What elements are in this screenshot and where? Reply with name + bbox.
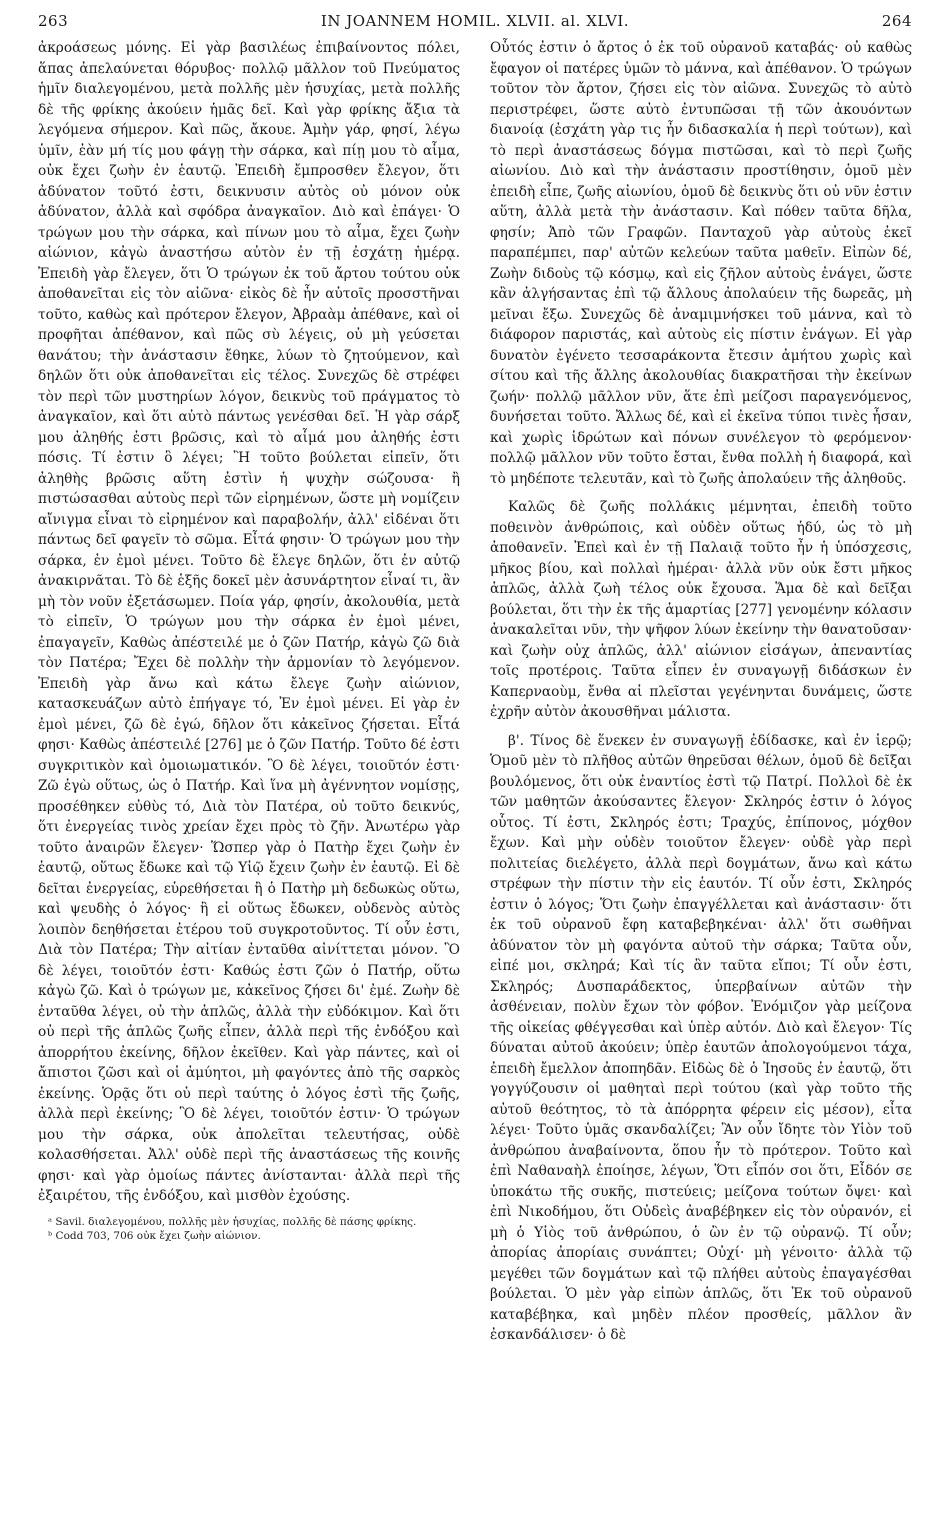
paragraph: Καλῶς δὲ ζωῆς πολλάκις μέμνηται, ἐπειδὴ τοῦτο ποθεινὸν ἀνθρώποις, καὶ οὐδὲν οὕτως ἡδύ, ὡς τὸ μὴ ἀποθανεῖν. Ἐπεὶ καὶ ἐν τῇ Παλαιᾷ τοῦτο ἦν ἡ ὑπόσχεσις, μῆκος βίου, καὶ πολλαὶ ἡμέραι· ἀλλὰ νῦν οὐκ ἔστι μῆκος ἁπλῶς, ἀλλὰ ζωὴ τέλος οὐκ ἔχουσα. Ἅμα δὲ καὶ δεῖξαι βούλεται, ὅτι τὴν ἐκ τῆς ἁμαρτίας [277] γενομένην κόλασιν ἀνακαλεῖται νῦν, τὴν ψῆφον λύων ἐκείνην τὴν θανατοῦσαν· καὶ ζωὴν οὐχ ἁπλῶς, ἀλλ' αἰώνιον εἰσάγων, ἀπεναντίας τοῖς προτέροις. Ταῦτα εἶπεν ἐν συναγωγῇ διδάσκων ἐν Καπερναοὺμ, ἔνθα αἱ πλεῖσται γεγένηνται δυνάμεις, ὥστε ἐχρῆν αὐτὸν ἀκουσθῆναι μάλιστα. <box>490 499 912 720</box>
paragraph: β'. Τίνος δὲ ἕνεκεν ἐν συναγωγῇ ἐδίδασκε, καὶ ἐν ἱερῷ; Ὁμοῦ μὲν τὸ πλῆθος αὐτῶν θηρεῦσαι θέλων, ὁμοῦ δὲ δεῖξαι βουλόμενος, ὅτι οὐκ ἐναντίος ἐστὶ τῷ Πατρί. Πολλοὶ δὲ ἐκ τῶν μαθητῶν ἀκούσαντες ἔλεγον· Σκληρός ἐστιν ὁ λόγος οὗτος. Τί ἐστι, Σκληρός ἐστι; Τραχύς, ἐπίπονος, μόχθον ἔχων. Καὶ μὴν οὐδὲν τοιοῦτον ἔλεγεν· οὐδὲ γὰρ περὶ πολιτείας διελέγετο, ἀλλὰ περὶ δογμάτων, ἄνω καὶ κάτω στρέφων τὴν πίστιν τὴν εἰς ἑαυτόν. Τί οὖν ἐστι, Σκληρός ἐστιν ὁ λόγος; Ὅτι ζωὴν ἐπαγγέλλεται καὶ ἀνάστασιν· ὅτι ἐκ τοῦ οὐρανοῦ ἔφη καταβεβηκέναι· ἀλλ' ὅτι σωθῆναι ἀδύνατον τὸν μὴ φαγόντα αὐτοῦ τὴν σάρκα; Ταῦτα οὖν, εἰπέ μοι, σκληρά; Καὶ τίς ἂν ταῦτα εἴποι; Τί οὖν ἐστι, Σκληρός; Δυσπαράδεκτος, ὑπερβαίνων αὐτῶν τὴν ἀσθένειαν, πολὺν ἔχων τὸν φόβον. Ἐνόμιζον γὰρ μείζονα τῆς οἰκείας φθέγγεσθαι καὶ ὑπὲρ αὐτόν. Διὸ καὶ ἔλεγον· Τίς δύναται αὐτοῦ ἀκούειν; ὑπὲρ ἑαυτῶν ἀπολογούμενοι τάχα, ἐπειδὴ ἔμελλον ἀποπηδᾶν. Εἰδὼς δὲ ὁ Ἰησοῦς ἐν ἑαυτῷ, ὅτι γογγύζουσιν οἱ μαθηταὶ περὶ τούτου (καὶ γὰρ τοῦτο τῆς αὐτοῦ θεότητος, τὸ τὰ ἀπόρρητα φέρειν εἰς μέσον), εἶτα λέγει· Τοῦτο ὑμᾶς σκανδαλίζει; Ἂν οὖν ἴδητε τὸν Υἱὸν τοῦ ἀνθρώπου ἀναβαίνοντα, ὅπου ἦν τὸ πρότερον. Τοῦτο καὶ ἐπὶ Ναθαναὴλ ἐποίησε, λέγων, Ὅτι εἶπόν σοι ὅτι, Εἶδόν σε ὑποκάτω τῆς συκῆς, πιστεύεις; μείζονα τούτων ὄψει· καὶ ἐπὶ Νικοδήμου, ὅτι Οὐδεὶς ἀναβέβηκεν εἰς τὸν οὐρανόν, εἰ μὴ ὁ Υἱὸς τοῦ ἀνθρώπου, ὁ ὢν ἐν τῷ οὐρανῷ. Τί οὖν; ἀπορίας ἀπορίαις συνάπτει; Οὐχί· μὴ γένοιτο· ἀλλὰ τῷ μεγέθει τῶν δογμάτων καὶ τῷ πλήθει αὐτοὺς ἐπαγαγέσθαι βούλεται. Ὁ μὲν γὰρ εἰπὼν ἁπλῶς, ὅτι Ἐκ τοῦ οὐρανοῦ καταβέβηκα, καὶ μηδὲν πλέον προσθείς, μᾶλλον ἂν ἐσκανδάλισεν· ὁ δὲ <box>490 732 912 1343</box>
page-header <box>38 8 912 38</box>
right-column <box>490 38 912 1346</box>
footnote: ᵇ Codd 703, 706 οὐκ ἔχει ζωὴν αἰώνιον. <box>48 1229 261 1242</box>
footnote: ᵃ Savil. διαλεγομένου, πολλῆς μὲν ἡσυχίας, πολλῆς δὲ πάσης φρίκης. <box>48 1215 417 1228</box>
page-number-left: 263 <box>38 12 69 30</box>
running-title: IN JOANNEM HOMIL. XLVII. al. XLVI. <box>320 12 630 30</box>
left-column <box>38 38 460 1346</box>
footnotes <box>38 1215 460 1243</box>
page-number-right: 264 <box>881 12 912 30</box>
two-column-text <box>38 38 912 1346</box>
paragraph: Οὗτός ἐστιν ὁ ἄρτος ὁ ἐκ τοῦ οὐρανοῦ καταβάς· οὐ καθὼς ἔφαγον οἱ πατέρες ὑμῶν τὸ μάννα, καὶ ἀπέθανον. Ὁ τρώγων τοῦτον τὸν ἄρτον, ζήσει εἰς τὸν αἰῶνα. Συνεχῶς τὸ αὐτὸ περιστρέφει, ὥστε αὐτὸ ἐντυπῶσαι τῇ τῶν ἀκουόντων διανοίᾳ (ἐσχάτη γὰρ τις ἦν διδασκαλία ἡ περὶ τούτων), καὶ τὸ περὶ ἀναστάσεως δόγμα πιστῶσαι, καὶ τὸ περὶ ζωῆς αἰωνίου. Διὸ καὶ τὴν ἀνάστασιν προστίθησιν, ὁμοῦ μὲν ἐπειδὴ εἶπε, ζωῆς αἰωνίου, ὁμοῦ δὲ δεικνὺς ὅτι οὐ νῦν ἐστιν αὕτη, ἀλλὰ μετὰ τὴν ἀνάστασιν. Καὶ πόθεν ταῦτα δῆλα, φησίν; Ἀπὸ τῶν Γραφῶν. Πανταχοῦ γὰρ αὐτοὺς ἐκεῖ παραπέμπει, παρ' αὐτῶν κελεύων ταῦτα μαθεῖν. Εἰπὼν δέ, Ζωὴν διδοὺς τῷ κόσμῳ, καὶ εἰς ζῆλον αὐτοὺς ἐνάγει, ὥστε κἂν ἀλγήσαντας ἐπὶ τῷ ἄλλους ἀπολαύειν τῆς δωρεᾶς, μὴ μεῖναι ἔξω. Συνεχῶς δὲ ἀναμιμνήσκει τοῦ μάννα, καὶ τὸ διάφορον παριστάς, καὶ αὐτοὺς εἰς πίστιν ἐνάγων. Εἰ γὰρ δυνατὸν ἐγένετο τεσσαράκοντα ἔτεσιν ἀμήτου χωρὶς καὶ σίτου καὶ τῆς ἄλλης ἀκολουθίας διακρατῆσαι τὴν ἐκείνων ζωήν· πολλῷ μᾶλλον νῦν, ἅτε ἐπὶ μείζοσι παραγενόμενος, δυνήσεται τοῦτο. Ἄλλως δέ, καὶ εἰ ἐκεῖνα τύποι τινὲς ἦσαν, καὶ χωρὶς ἱδρώτων καὶ πόνων συνέλεγον τὸ φερόμενον· πολλῷ μᾶλλον νῦν τοῦτο ἔσται, ἔνθα πολλὴ ἡ διαφορά, καὶ τὸ μηδέποτε τελευτᾶν, καὶ τὸ ζωῆς ἀπολαύειν τῆς ἀληθοῦς. <box>490 40 912 487</box>
paragraph: ἀκροάσεως μόνης. Εἰ γὰρ βασιλέως ἐπιβαίνοντος πόλει, ἅπας ἀπελαύνεται θόρυβος· πολλῷ μᾶλλον τοῦ Πνεύματος ἡμῖν διαλεγομένου, μετὰ πολλῆς μὲν ἡσυχίας, μετὰ πολλῆς δὲ τῆς φρίκης ἀκούειν ἡμᾶς δεῖ. Καὶ γὰρ φρίκης ἄξια τὰ λεγόμενα σήμερον. Καὶ πῶς, ἄκουε. Ἀμὴν γάρ, φησί, λέγω ὑμῖν, ἐὰν μή τίς μου φάγῃ τὴν σάρκα, καὶ πίῃ μου τὸ αἷμα, οὐκ ἔχει ζωὴν ἐν ἑαυτῷ. Ἐπειδὴ ἔμπροσθεν ἔλεγον, ὅτι ἀδύνατον τοῦτό ἐστι, δεικνυσιν αὐτὸς οὐ μόνον οὐκ ἀδύνατον, ἀλλὰ καὶ σφόδρα ἀναγκαῖον. Διὸ καὶ ἐπάγει· Ὁ τρώγων μου τὴν σάρκα, καὶ πίνων μου τὸ αἷμα, ἔχει ζωὴν αἰώνιον, κἀγὼ ἀναστήσω αὐτὸν ἐν τῇ ἐσχάτῃ ἡμέρᾳ. Ἐπειδὴ γὰρ ἔλεγεν, ὅτι Ὁ τρώγων ἐκ τοῦ ἄρτου τούτου οὐκ ἀποθανεῖται εἰς τὸν αἰῶνα· εἰκὸς δὲ ἦν αὐτοῖς προσστῆναι τοῦτο, καθὼς καὶ πρότερον ἔλεγον, Ἀβραὰμ ἀπέθανε, καὶ οἱ προφῆται ἀπέθανον, καὶ πῶς σὺ λέγεις, οὐ μὴ γεύσεται θανάτου; τὴν ἀνάστασιν ἔθηκε, λύων τὸ ζητούμενον, καὶ δηλῶν ὅτι οὐκ ἀποθανεῖται εἰς τέλος. Συνεχῶς δὲ στρέφει τὸν περὶ τῶν μυστηρίων λόγον, δεικνὺς τοῦ πράγματος τὸ ἀναγκαῖον, καὶ ὅτι αὐτὸ πάντως γενέσθαι δεῖ. Ἡ γὰρ σάρξ μου ἀληθής ἐστι βρῶσις, καὶ τὸ αἷμά μου ἀληθής ἐστι πόσις. Τί ἐστιν ὃ λέγει; Ἢ τοῦτο βούλεται εἰπεῖν, ὅτι ἀληθὴς βρῶσις αὕτη ἐστὶν ἡ ψυχὴν σώζουσα· ἢ πιστώσασθαι αὐτοὺς περὶ τῶν εἰρημένων, ὥστε μὴ νομίζειν αἴνιγμα εἶναι τὸ εἰρημένον καὶ παραβολήν, ἀλλ' εἰδέναι ὅτι πάντως δεῖ φαγεῖν τὸ σῶμα. Εἶτά φησιν· Ὁ τρώγων μου τὴν σάρκα, ἐν ἐμοὶ μένει. Τοῦτο δὲ ἔλεγε δηλῶν, ὅτι ἐν αὐτῷ ἀνακιρνᾶται. Τὸ δὲ ἑξῆς δοκεῖ μὲν ἀσυνάρτητον εἶναί τι, ἂν μὴ τὸν νοῦν ἐξετάσωμεν. Ποία γάρ, φησίν, ἀκολουθία, μετὰ τὸ εἰπεῖν, Ὁ τρώγων μου τὴν σάρκα ἐν ἐμοὶ μένει, ἐπαγαγεῖν, Καθὼς ἀπέστειλέ με ὁ ζῶν Πατήρ, κἀγὼ ζῶ διὰ τὸν Πατέρα; Ἔχει δὲ πολλὴν τὴν ἁρμονίαν τὸ λεγόμενον. Ἐπειδὴ γὰρ ἄνω καὶ κάτω ἔλεγε ζωὴν αἰώνιον, κατασκευάζων αὐτὸ ἐπήγαγε τό, Ἐν ἐμοὶ μένει. Εἰ γὰρ ἐν ἐμοὶ μένει, ζῶ δὲ ἐγώ, δῆλον ὅτι κἀκεῖνος ζήσεται. Εἶτά φησι· Καθὼς ἀπέστειλέ [276] με ὁ ζῶν Πατήρ. Τοῦτο δέ ἐστι συγκριτικὸν καὶ ὁμοιωματικόν. Ὃ δὲ λέγει, τοιοῦτόν ἐστι· Ζῶ ἐγὼ οὕτως, ὡς ὁ Πατήρ. Καὶ ἵνα μὴ ἀγέννητον νομίσῃς, προσέθηκεν εὐθὺς τό, Διὰ τὸν Πατέρα, οὐ τοῦτο δεικνύς, ὅτι ἐνεργείας τινὸς χρείαν ἔχει πρὸς τὸ ζῆν. Ἀνωτέρω γὰρ τοῦτο ἀναιρῶν ἔλεγεν· Ὥσπερ γὰρ ὁ Πατὴρ ἔχει ζωὴν ἐν ἑαυτῷ, οὕτως ἔδωκε καὶ τῷ Υἱῷ ἔχειν ζωὴν ἐν ἑαυτῷ. Εἰ δὲ δεῖται ἐνεργείας, εὑρεθήσεται ἢ ὁ Πατὴρ μὴ δεδωκὼς οὕτω, καὶ ψευδὴς ὁ λόγος· ἢ εἰ οὕτως ἔδωκεν, οὐδενὸς αὐτὸς λοιπὸν δεηθήσεται ἑτέρου τοῦ συγκροτοῦντος. Τί οὖν ἐστι, Διὰ τὸν Πατέρα; Τὴν αἰτίαν ἐνταῦθα αἰνίττεται μόνον. Ὃ δὲ λέγει, τοιοῦτόν ἐστι· Καθώς ἐστι ζῶν ὁ Πατήρ, οὕτω κἀγὼ ζῶ. Καὶ ὁ τρώγων με, κἀκεῖνος ζήσει δι' ἐμέ. Ζωὴν δὲ ἐνταῦθα λέγει, οὐ τὴν ἁπλῶς, ἀλλὰ τὴν εὐδόκιμον. Καὶ ὅτι οὐ περὶ τῆς ἁπλῶς ζωῆς εἶπεν, ἀλλὰ περὶ τῆς ἐνδόξου καὶ ἀπορρήτου ἐκείνης, δῆλον ἐκεῖθεν. Καὶ γὰρ πάντες, καὶ οἱ ἄπιστοι ζῶσι καὶ οἱ ἀμύητοι, μὴ φαγόντες ἀπὸ τῆς σαρκὸς ἐκείνης. Ὁρᾷς ὅτι οὐ περὶ ταύτης ὁ λόγος ἐστὶ τῆς ζωῆς, ἀλλὰ περὶ ἐκείνης; Ὃ δὲ λέγει, τοιοῦτόν ἐστιν· Ὁ τρώγων μου τὴν σάρκα, οὐκ ἀπολεῖται τελευτήσας, οὐδὲ κολασθήσεται. Ἀλλ' οὐδὲ περὶ τῆς ἀναστάσεως τῆς κοινῆς φησι· καὶ γὰρ ὁμοίως πάντες ἀνίστανται· ἀλλὰ περὶ τῆς ἐξαιρέτου, τῆς ἐνδόξου, καὶ μισθὸν ἐχούσης. <box>38 40 460 1204</box>
